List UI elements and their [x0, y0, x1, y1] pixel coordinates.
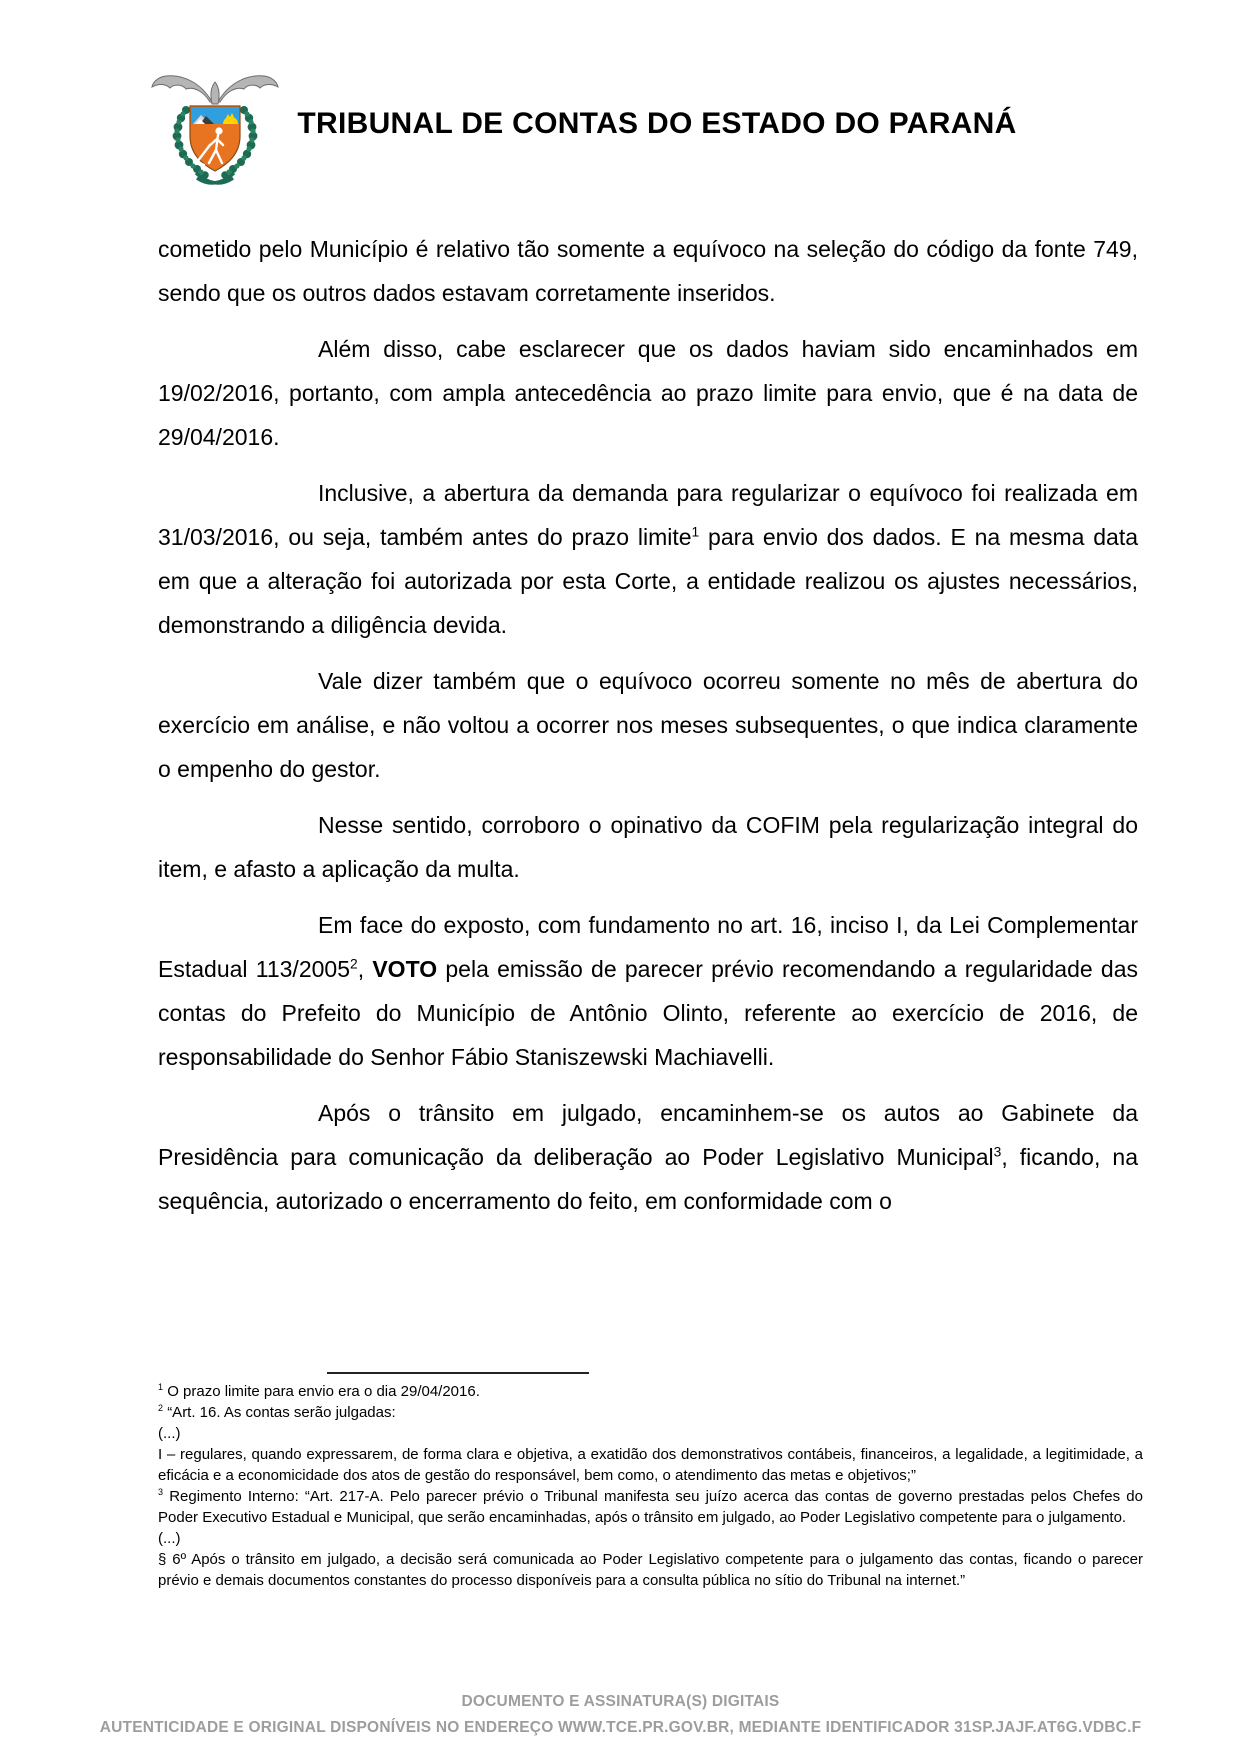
page-title: TRIBUNAL DE CONTAS DO ESTADO DO PARANÁ: [297, 107, 1017, 140]
text-run: Além disso, cabe esclarecer que os dados haviam sido encaminhados em 19/02/2016, portanto, com ampla antecedência ao prazo limite para envio, que é na data de 29/04/2016.: [158, 336, 1138, 450]
text-run: para envio dos dados. E na mesma data em que a alteração foi autorizada por esta Corte, a entidade realizou os ajustes necessários, demonstrando a diligência devida.: [158, 524, 1138, 638]
text-run: Nesse sentido, corroboro o opinativo da COFIM pela regularização integral do item, e afasto a aplicação da multa.: [158, 812, 1138, 882]
text-run: Vale dizer também que o equívoco ocorreu somente no mês de abertura do exercício em análise, e não voltou a ocorrer nos meses subsequentes, o que indica claramente o empenho do gestor.: [158, 668, 1138, 782]
footnote-ref: 3: [993, 1144, 1002, 1160]
footnote-list: [158, 1381, 1143, 1591]
footnote-item: $^1$ O prazo limite para envio era o dia 29/04/2016.: [158, 1382, 480, 1400]
footnote-item: I – regulares, quando expressarem, de forma clara e objetiva, a exatidão dos demonstrativos contábeis, financeiros, a legalidade, a legitimidade, a eficácia e a economicidade dos atos de gestão do responsável, bem como, o atendimento das metas e objetivos;”: [158, 1446, 1143, 1484]
document-body: [158, 227, 1138, 1235]
text-run: cometido pelo Município é relativo tão somente a equívoco na seleção do código da fonte 749, sendo que os outros dados estavam corretamente inseridos.: [158, 236, 1138, 306]
text-run: , ficando, na sequência, autorizado o encerramento do feito, em conformidade com o: [158, 1144, 1138, 1214]
footnote-item: $^3$ Regimento Interno: “Art. 217-A. Pelo parecer prévio o Tribunal manifesta seu juízo acerca das contas de governo prestadas pelos Chefes do Poder Executivo Estadual e Municipal, que serão encaminhadas, após o trânsito em julgado, ao Poder Legislativo competente para o julgamento.: [158, 1487, 1143, 1526]
footnote-item: $^2$ “Art. 16. As contas serão julgadas:: [158, 1403, 396, 1421]
digital-signature-note: DOCUMENTO E ASSINATURA(S) DIGITAIS: [461, 1693, 780, 1710]
bold-text: VOTO: [372, 956, 438, 982]
paragraph: [158, 1091, 1138, 1223]
footnote-marker: 2: [158, 1403, 164, 1413]
footnotes-section: [158, 1362, 1143, 1591]
footnote-ref: 1: [691, 524, 700, 540]
text-run: Em face do exposto, com fundamento no art. 16, inciso I, da Lei Complementar Estadual 113/2005: [158, 912, 1138, 982]
paragraph: [158, 227, 1138, 315]
paragraph: [158, 471, 1138, 647]
footnote-item: (...): [158, 1530, 181, 1547]
paragraph: [158, 803, 1138, 891]
paragraph: [158, 903, 1138, 1079]
text-run: ,: [357, 956, 373, 982]
footnote-item: (...): [158, 1425, 181, 1442]
text-run: pela emissão de parecer prévio recomendando a regularidade das contas do Prefeito do Município de Antônio Olinto, referente ao exercício de 2016, de responsabilidade do Senhor Fábio Staniszewski Machiavelli.: [158, 956, 1138, 1070]
footnote-ref: 2: [350, 956, 358, 972]
paragraph: [158, 327, 1138, 459]
text-run: Após o trânsito em julgado, encaminhem-se os autos ao Gabinete da Presidência para comunicação da deliberação ao Poder Legislativo Municipal: [158, 1100, 1138, 1170]
footnote-marker: 1: [158, 1382, 164, 1392]
authenticity-note: AUTENTICIDADE E ORIGINAL DISPONÍVEIS NO ENDEREÇO WWW.TCE.PR.GOV.BR, MEDIANTE IDENTIFICADOR 31SP.JAJF.AT6G.VDBC.F: [99, 1719, 1142, 1736]
page-footer: [0, 1689, 1241, 1741]
text-run: Inclusive, a abertura da demanda para regularizar o equívoco foi realizada em 31/03/2016, ou seja, também antes do prazo limite: [158, 480, 1138, 550]
footnote-separator: [327, 1372, 589, 1374]
footnote-item: § 6º Após o trânsito em julgado, a decisão será comunicada ao Poder Legislativo competente para o julgamento das contas, ficando o parecer prévio e demais documentos constantes do processo disponíveis para a consulta pública no sítio do Tribunal na internet.”: [158, 1551, 1143, 1589]
paragraph: [158, 659, 1138, 791]
footnote-marker: 3: [158, 1487, 164, 1497]
